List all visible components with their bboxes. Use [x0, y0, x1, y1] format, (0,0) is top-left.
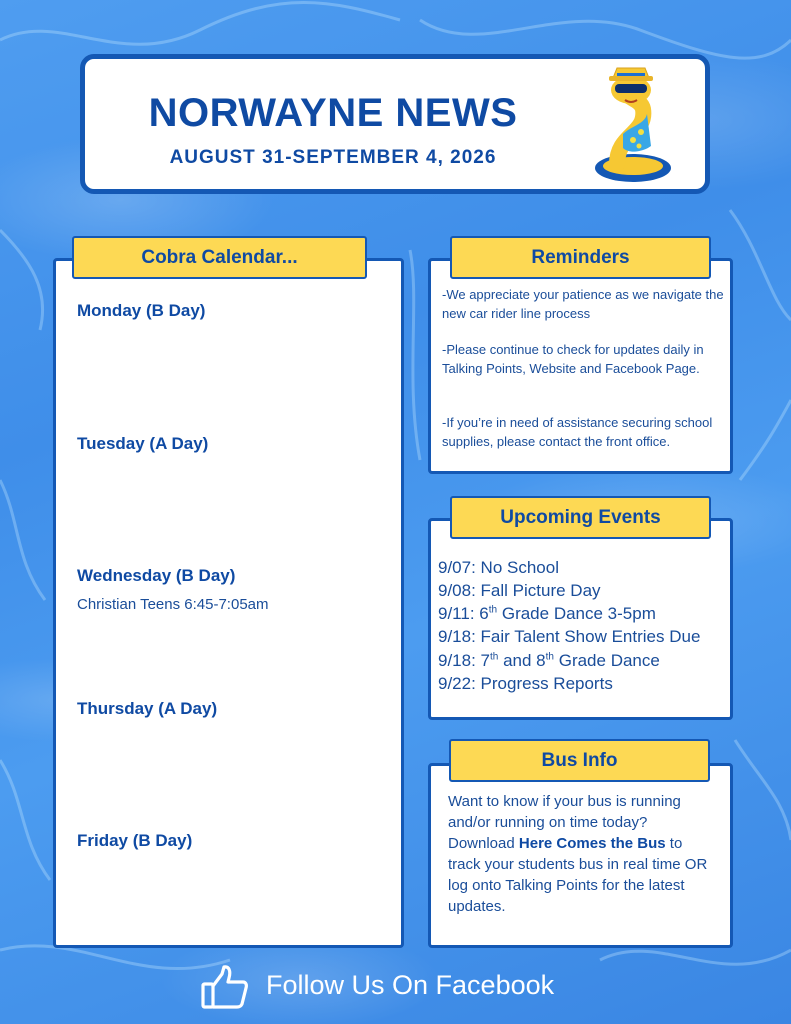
- events-heading: Upcoming Events: [450, 496, 711, 539]
- event-date: 9/18:: [438, 627, 476, 646]
- event-date: 9/22:: [438, 674, 476, 693]
- event-text: No School: [480, 558, 559, 577]
- event-text: Progress Reports: [480, 674, 613, 693]
- bus-info-heading: Bus Info: [449, 739, 710, 782]
- event-date: 9/11:: [438, 604, 475, 623]
- cobra-mascot-icon: [587, 64, 679, 186]
- reminder-item: -Please continue to check for updates daily in Talking Points, Website and Facebook Page.: [442, 342, 704, 376]
- event-text: Fair Talent Show Entries Due: [480, 627, 701, 646]
- event-date: 9/07:: [438, 558, 476, 577]
- event-item: [438, 604, 656, 624]
- calendar-heading: Cobra Calendar...: [72, 236, 367, 279]
- event-date: 9/08:: [438, 581, 476, 600]
- calendar-day-monday: Monday (B Day): [77, 301, 206, 320]
- facebook-follow-link[interactable]: [200, 962, 600, 1012]
- event-item: [438, 651, 660, 671]
- event-ordinal: th: [490, 651, 499, 663]
- calendar-day-wednesday-note: Christian Teens 6:45-7:05am: [77, 596, 269, 613]
- event-text: 6: [479, 604, 489, 623]
- event-text: 7: [480, 651, 491, 670]
- reminder-item: -We appreciate your patience as we navigate the new car rider line process: [442, 287, 724, 321]
- calendar-day-thursday: Thursday (A Day): [77, 699, 218, 718]
- bus-info-instructions: to track your students bus in real time OR log onto Talking Points for the latest updates.: [448, 835, 708, 915]
- calendar-day-wednesday: Wednesday (B Day): [77, 566, 236, 585]
- calendar-day-friday: Friday (B Day): [77, 831, 193, 850]
- event-date: 9/18:: [438, 651, 476, 670]
- event-text: Grade Dance 3-5pm: [501, 604, 656, 623]
- event-ordinal: th: [545, 651, 554, 663]
- newsletter-date-range: AUGUST 31-SEPTEMBER 4, 2026: [169, 147, 497, 168]
- newsletter-title: NORWAYNE NEWS: [148, 91, 518, 135]
- event-item: [438, 627, 700, 647]
- calendar-day-tuesday: Tuesday (A Day): [77, 434, 209, 453]
- event-item: [438, 558, 559, 578]
- event-text: Grade Dance: [558, 651, 660, 670]
- bus-info-text: [448, 791, 718, 917]
- reminders-heading: Reminders: [450, 236, 711, 279]
- bus-info-question: Want to know if your bus is running and/or running on time today?: [448, 793, 681, 831]
- bus-info-download: Download: [448, 835, 515, 852]
- event-item: [438, 581, 601, 601]
- reminder-item: -If you’re in need of assistance securing school supplies, please contact the front office.: [442, 415, 713, 449]
- event-item: [438, 674, 613, 694]
- thumbs-up-icon: [200, 964, 250, 1010]
- newsletter-header: [80, 54, 710, 194]
- bus-app-name: Here Comes the Bus: [518, 835, 666, 852]
- facebook-follow-text: Follow Us On Facebook: [266, 970, 555, 1000]
- event-ordinal: th: [488, 604, 498, 616]
- event-text: Fall Picture Day: [480, 581, 601, 600]
- event-text: and 8: [503, 651, 546, 670]
